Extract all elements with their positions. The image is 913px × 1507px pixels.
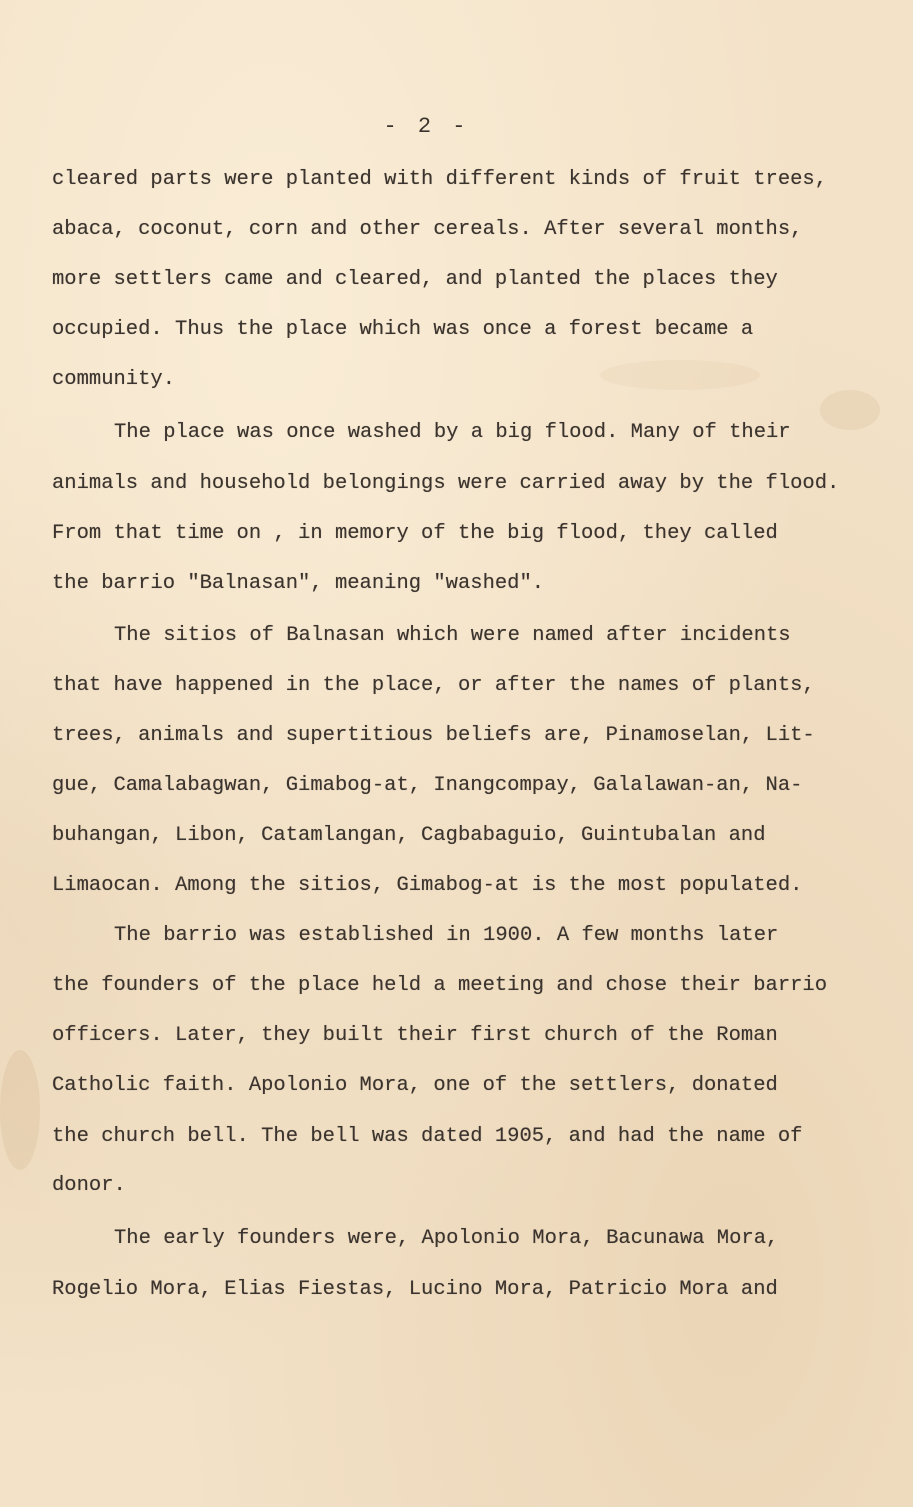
text-line: the church bell. The bell was dated 1905, and had the name of: [52, 1125, 803, 1148]
text-line: gue, Camalabagwan, Gimabog-at, Inangcompay, Galalawan-an, Na-: [52, 774, 803, 797]
text-line: officers. Later, they built their first church of the Roman: [52, 1024, 778, 1047]
text-line: The sitios of Balnasan which were named after incidents: [114, 624, 791, 647]
text-line: The early founders were, Apolonio Mora, Bacunawa Mora,: [114, 1227, 779, 1250]
text-line: Catholic faith. Apolonio Mora, one of the settlers, donated: [52, 1074, 778, 1097]
text-line: donor.: [52, 1174, 126, 1197]
text-line: more settlers came and cleared, and planted the places they: [52, 268, 778, 291]
paper-stain: [600, 360, 760, 390]
text-line: that have happened in the place, or after the names of plants,: [52, 674, 815, 697]
text-line: animals and household belongings were carried away by the flood.: [52, 472, 840, 495]
paper-stain: [820, 390, 880, 430]
text-line: buhangan, Libon, Catamlangan, Cagbabaguio, Guintubalan and: [52, 824, 766, 847]
text-line: occupied. Thus the place which was once a forest became a: [52, 318, 754, 341]
text-line: trees, animals and supertitious beliefs are, Pinamoselan, Lit-: [52, 724, 815, 747]
text-line: From that time on , in memory of the big flood, they called: [52, 522, 778, 545]
text-line: cleared parts were planted with different kinds of fruit trees,: [52, 168, 828, 191]
text-line: community.: [52, 368, 176, 391]
text-line: abaca, coconut, corn and other cereals. After several months,: [52, 218, 803, 241]
page-number: - 2 -: [383, 114, 470, 139]
text-line: the founders of the place held a meeting and chose their barrio: [52, 974, 828, 997]
text-line: Rogelio Mora, Elias Fiestas, Lucino Mora, Patricio Mora and: [52, 1278, 778, 1301]
text-line: The place was once washed by a big flood. Many of their: [114, 421, 791, 444]
text-line: The barrio was established in 1900. A few months later: [114, 924, 779, 947]
text-line: the barrio "Balnasan", meaning "washed".: [52, 572, 545, 595]
text-line: Limaocan. Among the sitios, Gimabog-at is the most populated.: [52, 874, 803, 897]
paper-stain: [0, 1050, 40, 1170]
